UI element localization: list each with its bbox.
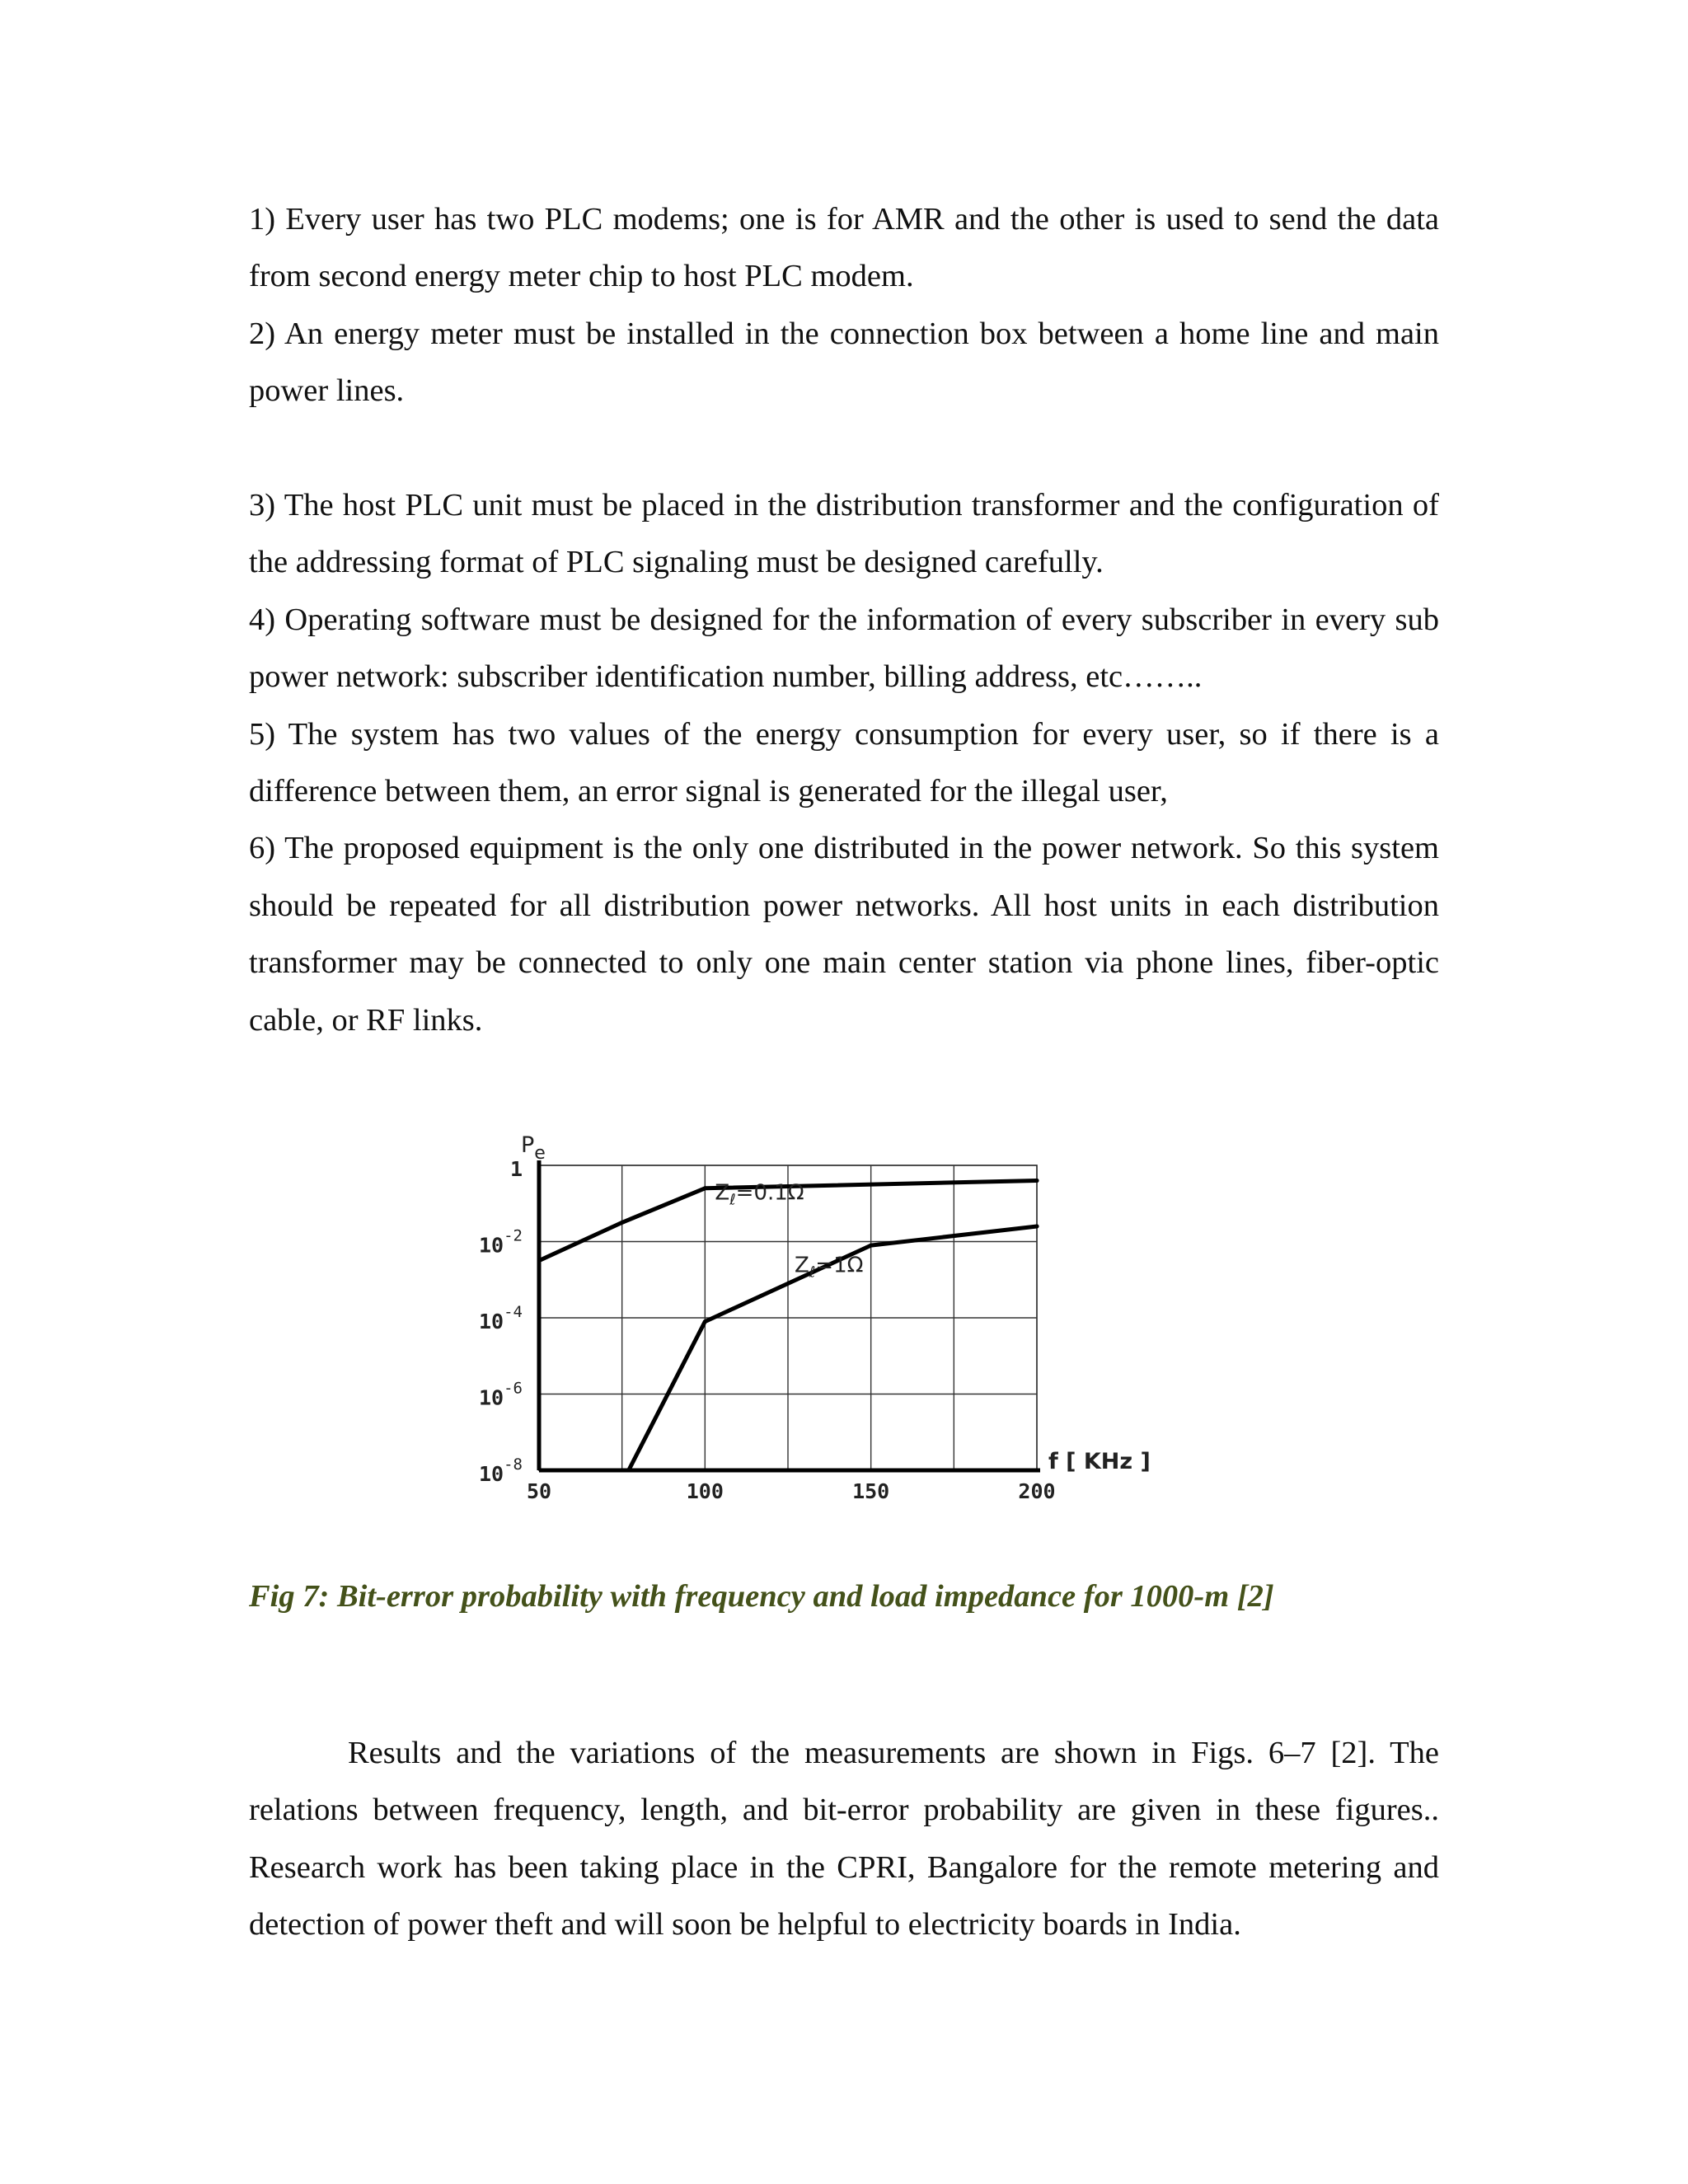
bit-error-probability-chart: [462, 1129, 1170, 1508]
y-tick-label: 1: [509, 1157, 523, 1181]
series-label: $Z_\ell=1\Omega$: [795, 1253, 864, 1282]
x-tick-label: 100: [686, 1479, 724, 1503]
body-paragraph-container: [249, 1725, 1439, 1954]
x-tick-label: 200: [1018, 1479, 1056, 1503]
y-tick-label: $10^{-8}$: [479, 1455, 523, 1486]
requirements-list-part-2: [249, 477, 1439, 1049]
series-point: [869, 1244, 873, 1248]
chart-canvas: [462, 1129, 1170, 1508]
x-axis-label: f [ KHz ]: [1048, 1449, 1151, 1474]
list-item: 4) Operating software must be designed for the information of every subscriber in every sub power network: subscriber identification number, billing address, etc……..: [249, 602, 1439, 695]
y-tick-label: $10^{-2}$: [479, 1226, 523, 1258]
figure-caption: Fig 7: Bit-error probability with frequency and load impedance for 1000-m [2]: [249, 1579, 1274, 1614]
series-point: [620, 1221, 624, 1225]
series-point: [1035, 1179, 1039, 1183]
y-axis-label: $P_e$: [521, 1132, 546, 1164]
list-item: 1) Every user has two PLC modems; one is for AMR and the other is used to send the data from second energy meter chip to host PLC modem.: [249, 202, 1439, 294]
series-point: [626, 1469, 631, 1473]
y-tick-label: $10^{-6}$: [479, 1379, 523, 1410]
series-label: $Z_\ell=0.1\Omega$: [715, 1180, 804, 1209]
body-paragraph: Results and the variations of the measurements are shown in Figs. 6–7 [2]. The relations between frequency, length, and bit-error probability are given in these figures.. Research work has been taking place in the CPRI, Bangalore for the remote metering and detection of power theft and will soon be helpful to electricity boards in India.: [249, 1736, 1439, 1943]
list-item: 2) An energy meter must be installed in the connection box between a home line and main power lines.: [249, 316, 1439, 409]
list-item: 6) The proposed equipment is the only one distributed in the power network. So this system should be repeated for all distribution power networks. All host units in each distribution transformer may be connected to only one main center station via phone lines, fiber-optic cable, or RF links.: [249, 831, 1439, 1038]
series-point: [703, 1186, 707, 1190]
list-item: 5) The system has two values of the energy consumption for every user, so if there is a difference between them, an error signal is generated for the illegal user,: [249, 716, 1439, 809]
series-point: [1035, 1225, 1039, 1229]
list-item: 3) The host PLC unit must be placed in the distribution transformer and the configuration of the addressing format of PLC signaling must be designed carefully.: [249, 488, 1439, 580]
x-tick-label: 150: [852, 1479, 890, 1503]
series-point: [537, 1258, 542, 1263]
series-point: [703, 1319, 707, 1324]
x-tick-label: 50: [526, 1479, 552, 1503]
requirements-list-part-1: [249, 191, 1439, 420]
y-tick-label: $10^{-4}$: [479, 1303, 523, 1333]
